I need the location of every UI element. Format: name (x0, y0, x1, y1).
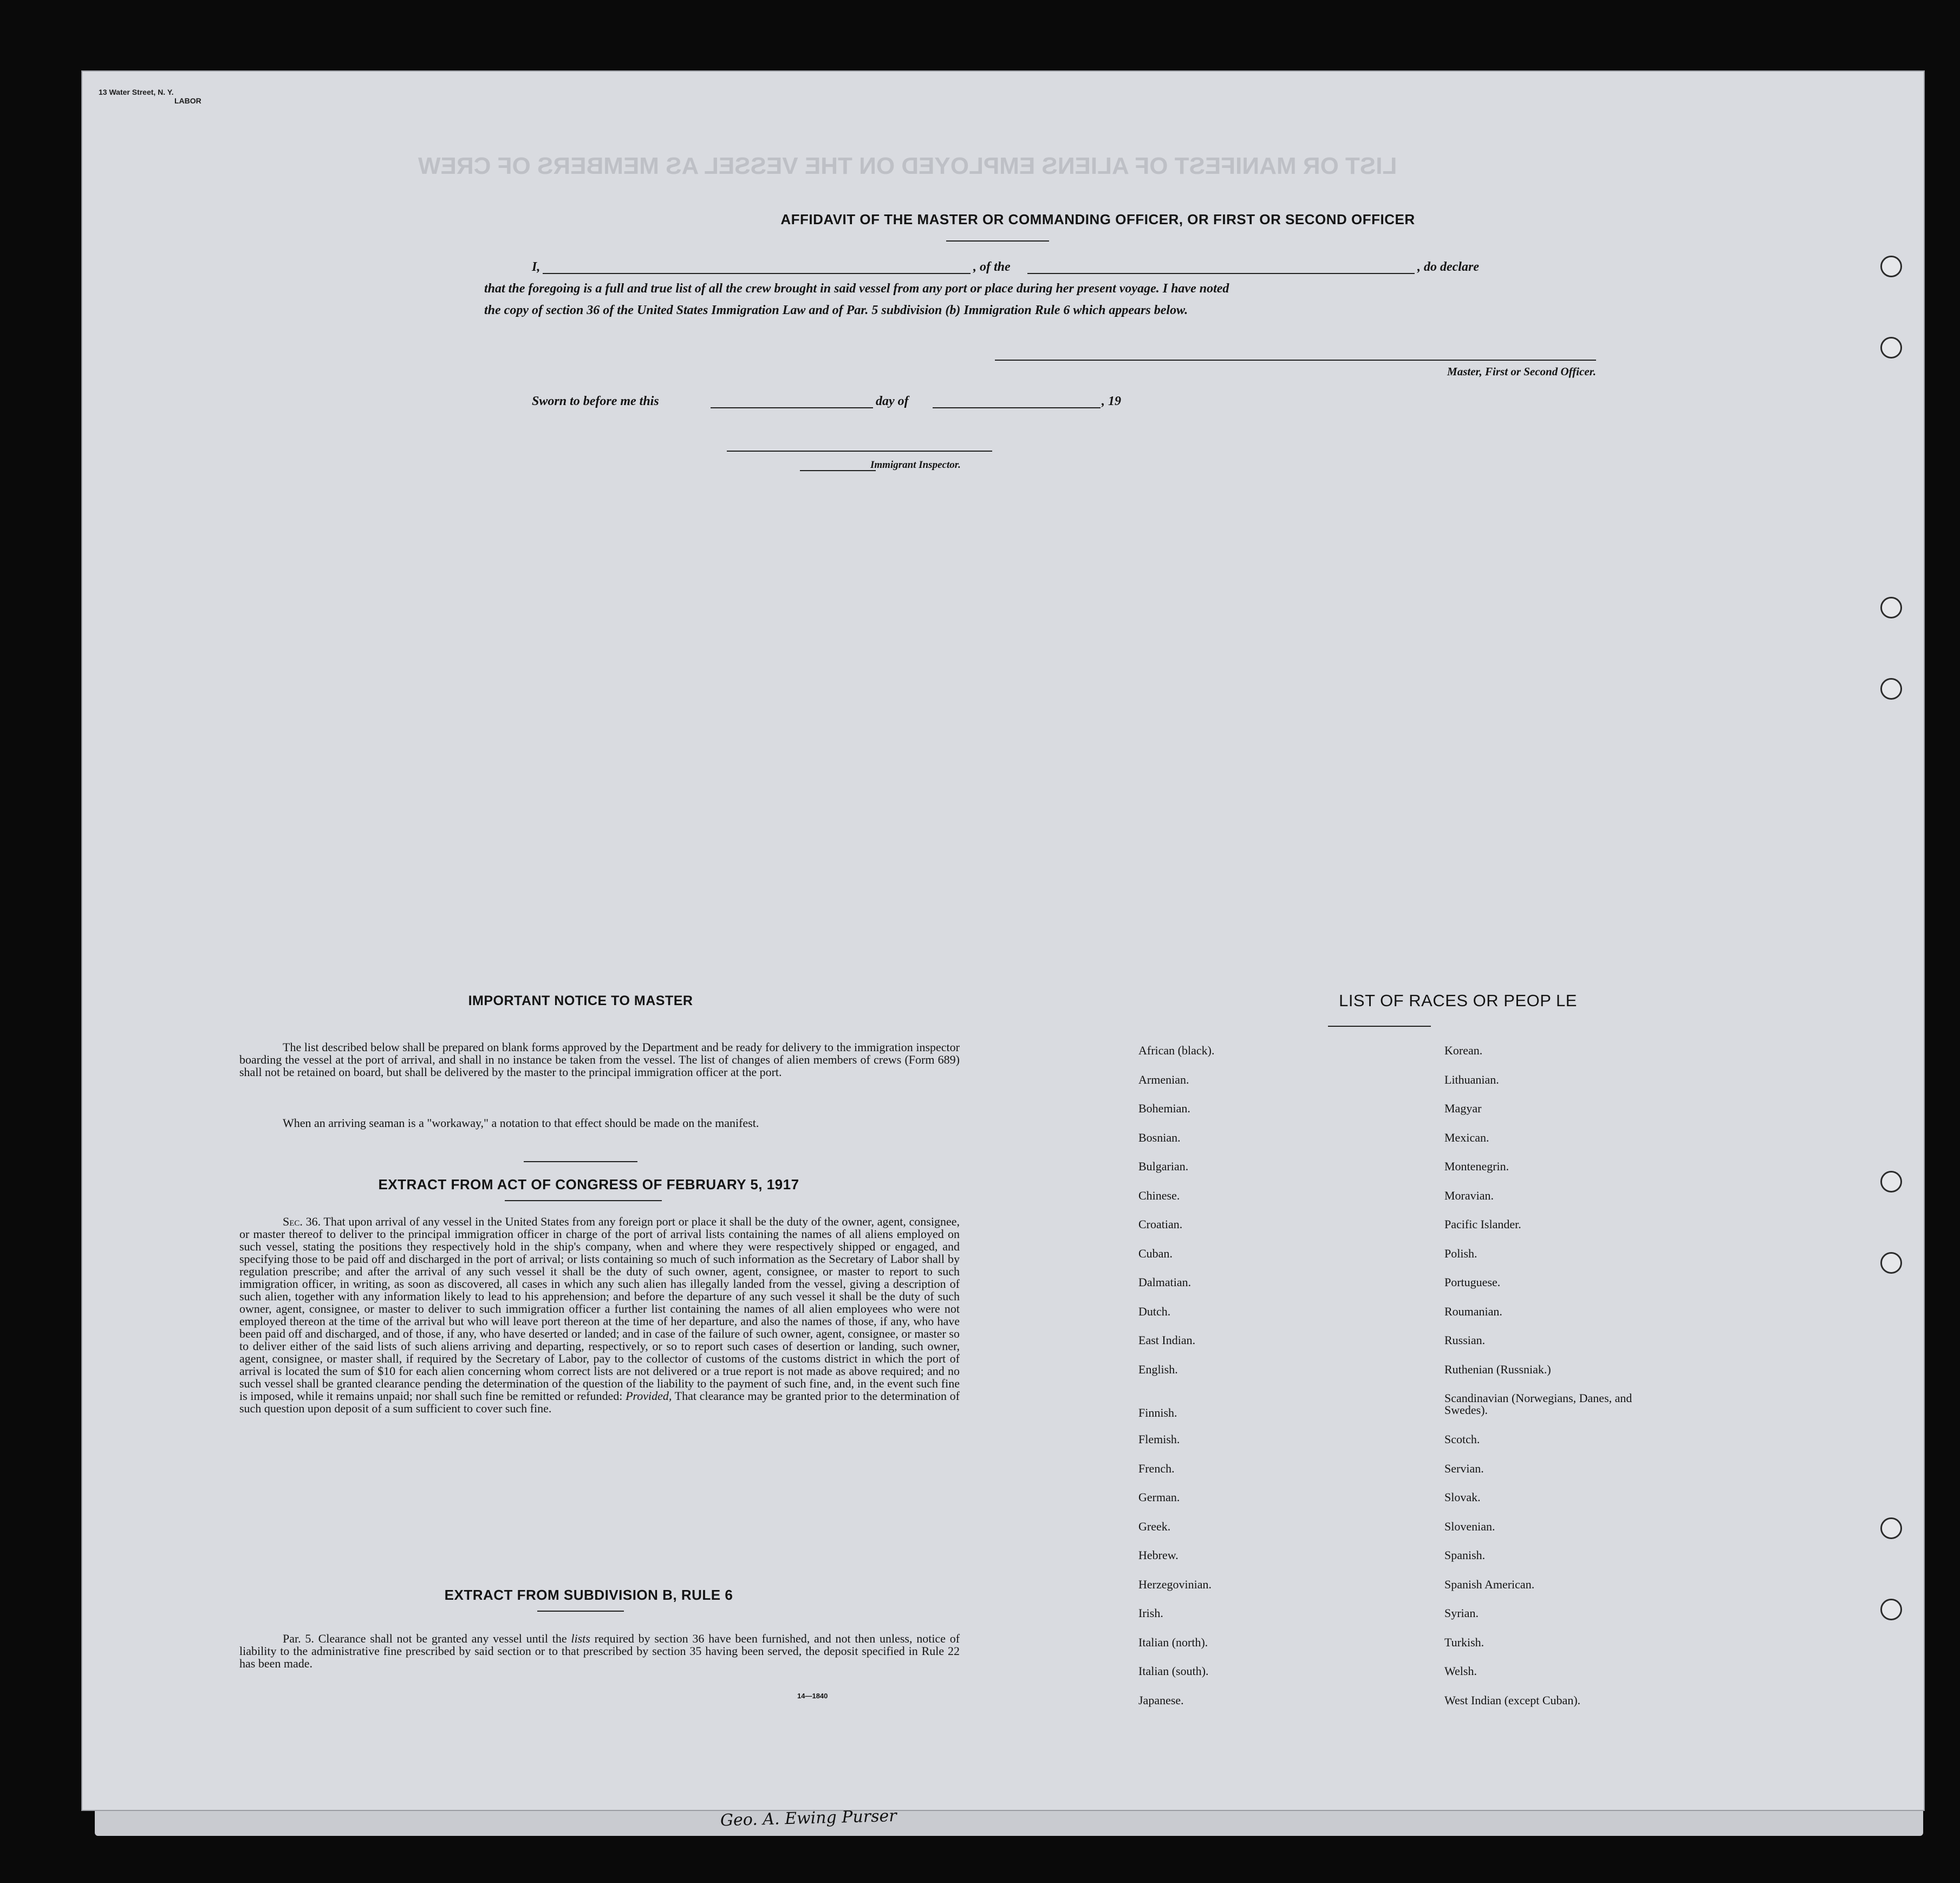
race-item: Servian. (1444, 1461, 1484, 1475)
binder-hole (1880, 1599, 1902, 1620)
race-item: Ruthenian (Russniak.) (1444, 1362, 1551, 1376)
races-title: LIST OF RACES OR PEOP LE (1339, 991, 1577, 1010)
master-signature-line (995, 360, 1596, 361)
race-item: Polish. (1444, 1246, 1477, 1260)
race-item: Italian (north). (1138, 1635, 1208, 1649)
bleed-through-header: LIST OR MANIFEST OF ALIENS EMPLOYED ON THE VESSEL AS MEMBERS OF CREW (418, 153, 1397, 179)
printer-imprint: 13 Water Street, N. Y. LABOR (99, 88, 201, 105)
race-item: Irish. (1138, 1606, 1163, 1620)
binder-hole (1880, 1517, 1902, 1539)
notice-para-1: The list described below shall be prepared on blank forms approved by the Department and be ready for delivery to the immigration inspector boarding the vessel at the port of arrival, and shall in no instance be taken from the vessel. The list of changes of alien members of crews (Form 689) shall not be retained on board, but shall be delivered by the master to the principal immigration officer at the port. (239, 1040, 960, 1079)
race-item: Cuban. (1138, 1246, 1173, 1260)
race-item: Pacific Islander. (1444, 1217, 1521, 1231)
race-item: Russian. (1444, 1333, 1486, 1347)
race-item: Bulgarian. (1138, 1159, 1189, 1173)
binder-hole (1880, 597, 1902, 618)
divider (524, 1161, 637, 1162)
notice-title: IMPORTANT NOTICE TO MASTER (468, 993, 693, 1008)
race-item: East Indian. (1138, 1333, 1196, 1347)
race-item: Flemish. (1138, 1432, 1180, 1446)
race-item: African (black). (1138, 1044, 1215, 1057)
race-item: Slovak. (1444, 1490, 1481, 1504)
binder-hole (1880, 256, 1902, 277)
race-item: Dutch. (1138, 1304, 1171, 1318)
race-item: Korean. (1444, 1044, 1483, 1057)
race-item: Finnish. (1138, 1406, 1177, 1419)
race-item: Bohemian. (1138, 1102, 1190, 1115)
race-item: English. (1138, 1362, 1178, 1376)
race-item: Bosnian. (1138, 1130, 1181, 1144)
race-item: Scandinavian (Norwegians, Danes, and Swedes). (1444, 1391, 1632, 1417)
race-item: Chinese. (1138, 1188, 1180, 1202)
race-item: Roumanian. (1444, 1304, 1502, 1318)
affidavit-title: AFFIDAVIT OF THE MASTER OR COMMANDING OFFICER, OR FIRST OR SECOND OFFICER (780, 211, 1415, 227)
notice-para-2: When an arriving seaman is a "workaway," a notation to that effect should be made on the manifest. (283, 1116, 759, 1130)
race-item: Lithuanian. (1444, 1072, 1499, 1086)
extract-act-text: Sec. 36. That upon arrival of any vessel in the United States from any foreign port or place it shall be the duty of the owner, agent, consignee, or master thereof to deliver to the principal immigration officer in charge of the port of arrival lists containing the names of all aliens employed on such vessel, stating the positions they respectively hold in the ship's company, when and where they were respectively shipped or engaged, and specifying those to be paid off and discharged in the port of arrival; or lists containing so much of such information as the Secretary of Labor shall by regulation prescribe; and after the arrival of any such vessel it shall be the duty of such owner, agent, consignee, or master to report to such immigration officer, in writing, as soon as discovered, all cases in which any such alien has illegally landed from the vessel, giving a description of such alien, together with any information likely to lead to his apprehension; and before the departure of any such vessel it shall be the duty of such owner, agent, consignee, or master to deliver to such immigration officer a further list containing the names of all alien employees who were not employed thereon at the time of the arrival but who will leave port thereon at the time of her departure, and also the names of those, if any, who have been paid off and discharged, and of those, if any, who have deserted or landed; and in case of the failure of such owner, agent, consignee, or master so to deliver either of the said lists of such aliens arriving and departing, respectively, or so to report such cases of desertion or landing, such owner, agent, consignee, or master shall, if required by the Secretary of Labor, pay to the collector of customs of the customs district in which the port of arrival is located the sum of $10 for each alien concerning whom correct lists are not delivered or a true report is not made as above required; and no such vessel shall be granted clearance pending the determination of the question of the liability to the payment of such fine, and, in the event such fine is imposed, while it remains unpaid; nor shall such fine be remitted or refunded: Provided, That clearance may be granted prior to the determination of such question upon deposit of a sum sufficient to cover such fine. (239, 1215, 960, 1415)
race-item: Portuguese. (1444, 1275, 1501, 1289)
race-item: Mexican. (1444, 1130, 1489, 1144)
divider (537, 1611, 624, 1612)
sworn-line: Sworn to before me this day of , 19 (532, 394, 1121, 408)
race-item: Herzegovinian. (1138, 1577, 1212, 1591)
handwritten-signature: Geo. A. Ewing Purser (720, 1806, 897, 1830)
affidavit-line-2: that the foregoing is a full and true list of all the crew brought in said vessel from any port or place during her present voyage. I have noted (484, 282, 1229, 296)
race-item: Syrian. (1444, 1606, 1479, 1620)
race-item: Scotch. (1444, 1432, 1480, 1446)
race-item: Hebrew. (1138, 1548, 1178, 1562)
binder-hole (1880, 678, 1902, 700)
divider (1328, 1026, 1431, 1027)
race-item: Magyar (1444, 1102, 1482, 1115)
extract-rule-title: EXTRACT FROM SUBDIVISION B, RULE 6 (444, 1587, 733, 1603)
race-item: Turkish. (1444, 1635, 1484, 1649)
affidavit-line-3: the copy of section 36 of the United States Immigration Law and of Par. 5 subdivision (b) Immigration Rule 6 which appears below. (484, 303, 1188, 317)
race-item: French. (1138, 1461, 1175, 1475)
divider (946, 240, 1049, 242)
race-item: Montenegrin. (1444, 1159, 1509, 1173)
races-left-column (1138, 1045, 1409, 1723)
race-item: Slovenian. (1444, 1519, 1495, 1533)
inspector-caption: Immigrant Inspector. (870, 459, 961, 471)
binder-hole (1880, 337, 1902, 359)
inspector-signature-line (727, 451, 992, 452)
binder-hole (1880, 1252, 1902, 1274)
race-item: Spanish American. (1444, 1577, 1535, 1591)
race-item: Italian (south). (1138, 1664, 1209, 1678)
race-item: German. (1138, 1490, 1180, 1504)
race-item: Croatian. (1138, 1217, 1183, 1231)
extract-act-title: EXTRACT FROM ACT OF CONGRESS OF FEBRUARY 5, 1917 (378, 1176, 799, 1193)
master-caption: Master, First or Second Officer. (1447, 365, 1596, 378)
section-number: Sec. 36. (283, 1215, 321, 1228)
race-item: Greek. (1138, 1519, 1171, 1533)
race-item: Moravian. (1444, 1188, 1494, 1202)
race-item: Japanese. (1138, 1693, 1184, 1707)
race-item: West Indian (except Cuban). (1444, 1693, 1581, 1707)
divider (505, 1200, 662, 1201)
race-item: Welsh. (1444, 1664, 1477, 1678)
extract-rule-text: Par. 5. Clearance shall not be granted any vessel until the lists required by section 36 have been furnished, and not then unless, notice of liability to the administrative fine prescribed by said section or to that prescribed by section 35 having been served, the deposit specified in Rule 22 has been made. (239, 1632, 960, 1670)
race-item: Dalmatian. (1138, 1275, 1191, 1289)
race-item: Armenian. (1138, 1072, 1189, 1086)
binder-hole (1880, 1171, 1902, 1193)
race-item: Spanish. (1444, 1548, 1486, 1562)
races-right-column (1444, 1045, 1672, 1723)
inspector-caption-line (800, 470, 876, 471)
form-number: 14—1840 (797, 1692, 828, 1700)
affidavit-line-1: I, , of the , do declare (532, 260, 1479, 274)
manifest-page (81, 70, 1925, 1811)
